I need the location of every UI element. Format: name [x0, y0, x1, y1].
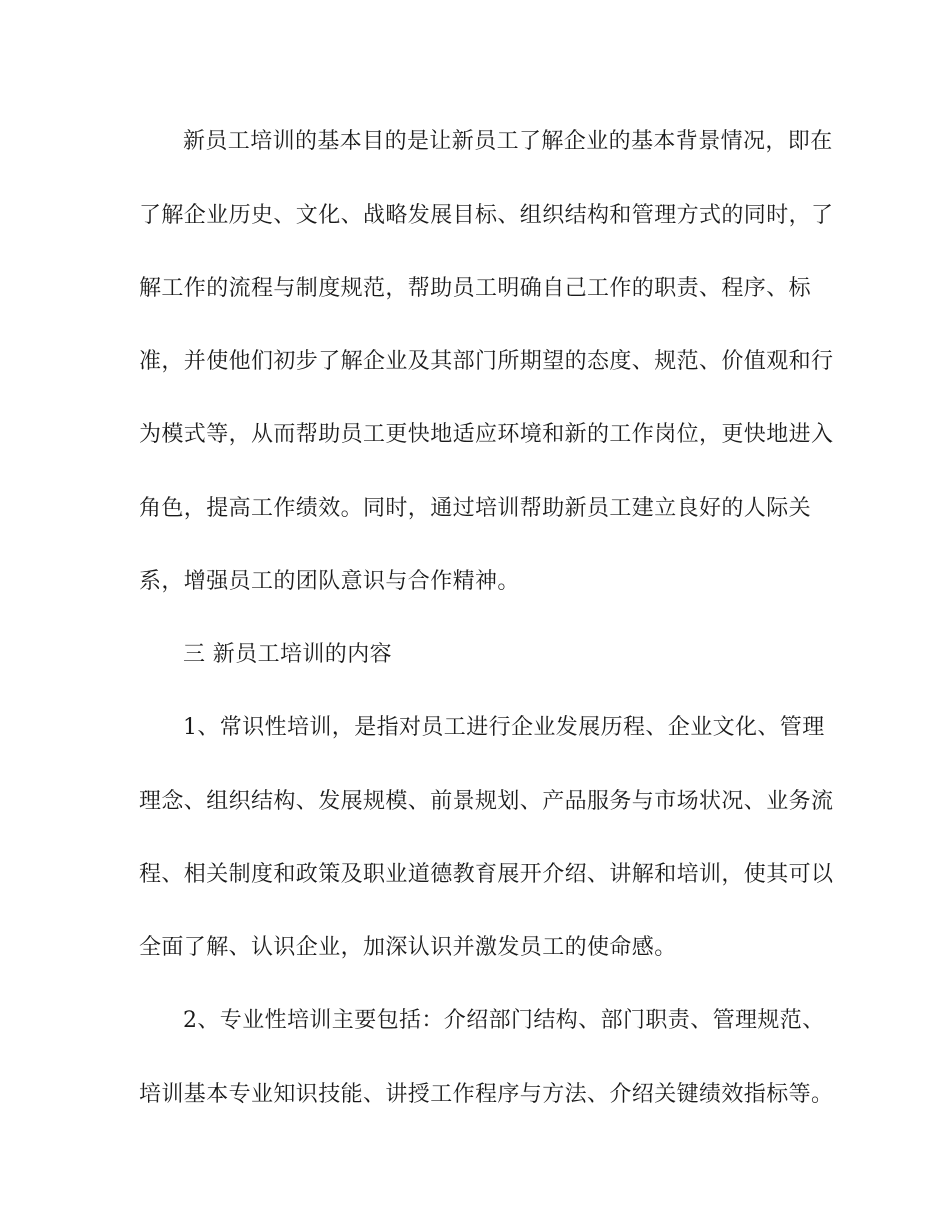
paragraph-line: 为模式等，从而帮助员工更快地适应环境和新的工作岗位，更快地进入: [139, 422, 834, 447]
section-heading: 三 新员工培训的内容: [183, 642, 392, 667]
paragraph-line: 理念、组织结构、发展规模、前景规划、产品服务与市场状况、业务流: [139, 789, 834, 814]
paragraph-line: 系，增强员工的团队意识与合作精神。: [139, 569, 520, 594]
paragraph-line: 解工作的流程与制度规范，帮助员工明确自己工作的职责、程序、标: [139, 276, 812, 301]
paragraph-line: 准，并使他们初步了解企业及其部门所期望的态度、规范、价值观和行: [139, 349, 834, 374]
paragraph-line: 程、相关制度和政策及职业道德教育展开介绍、讲解和培训，使其可以: [139, 862, 834, 887]
paragraph-line: 全面了解、认识企业，加深认识并激发员工的使命感。: [139, 935, 677, 960]
paragraph-line: 1、常识性培训，是指对员工进行企业发展历程、企业文化、管理: [183, 715, 825, 740]
paragraph-line: 角色，提高工作绩效。同时，通过培训帮助新员工建立良好的人际关: [139, 496, 812, 521]
paragraph-line: 2、专业性培训主要包括：介绍部门结构、部门职责、管理规范、: [183, 1008, 825, 1033]
paragraph-line: 培训基本专业知识技能、讲授工作程序与方法、介绍关键绩效指标等。: [139, 1082, 834, 1107]
paragraph-line: 新员工培训的基本目的是让新员工了解企业的基本背景情况，即在: [183, 129, 833, 154]
paragraph-line: 了解企业历史、文化、战略发展目标、组织结构和管理方式的同时，了: [139, 203, 834, 228]
